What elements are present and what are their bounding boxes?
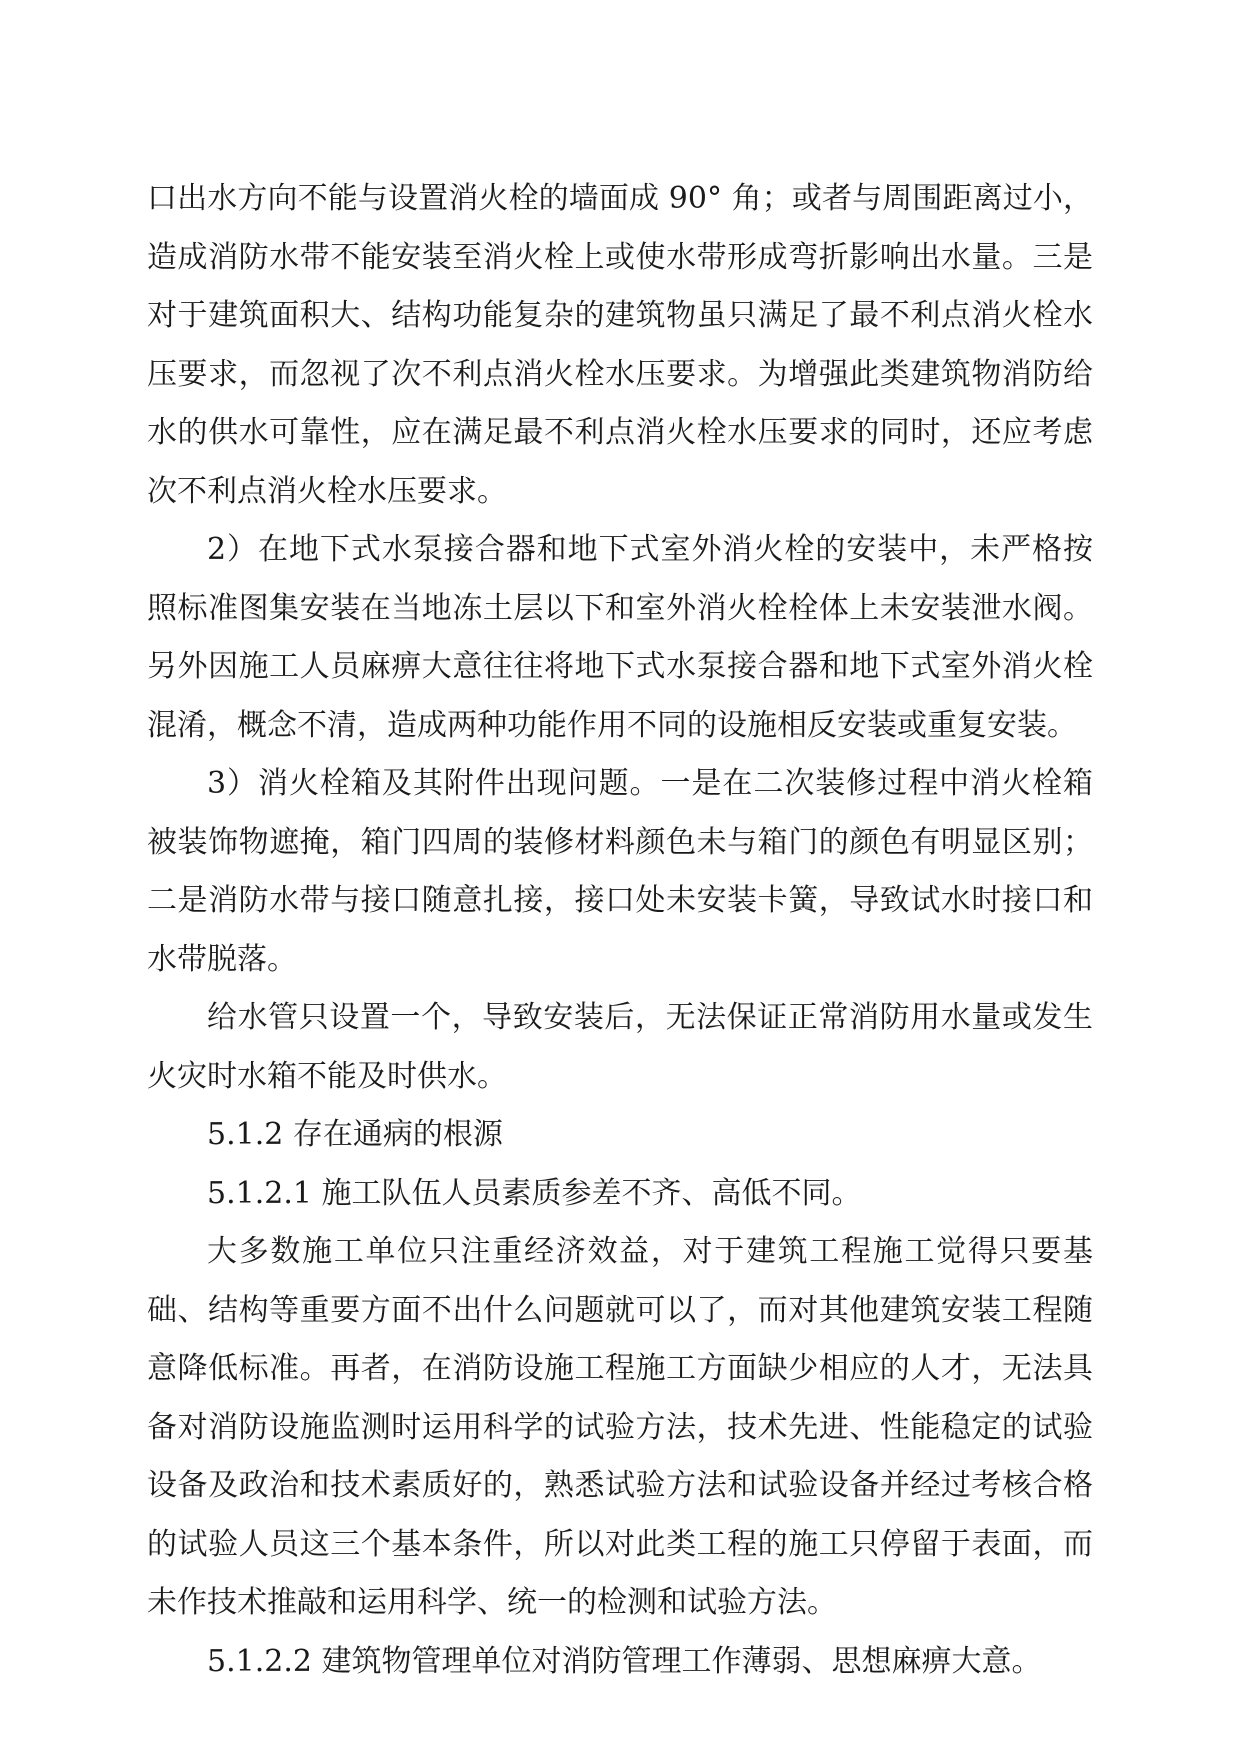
- section-heading-5-1-2-1: 5.1.2.1 施工队伍人员素质参差不齐、高低不同。: [207, 1175, 862, 1211]
- section-heading-5-1-2: 5.1.2 存在通病的根源: [207, 1117, 503, 1152]
- paragraph-continued: 口出水方向不能与设置消火栓的墙面成 90° 角；或者与周围距离过小，造成消防水带不能安装至消火栓上或使水带形成弯折影响出水量。三是对于建筑面积大、结构功能复杂的建筑物虽只满足了最不利点消火栓水压要求，而忽视了次不利点消火栓水压要求。为增强此类建筑物消防给水的供水可靠性，应在满足最不利点消火栓水压要求的同时，还应考虑次不利点消火栓水压要求。: [147, 181, 1093, 509]
- paragraph-item-3: 3）消火栓箱及其附件出现问题。一是在二次装修过程中消火栓箱被装饰物遮掩，箱门四周的装修材料颜色未与箱门的颜色有明显区别；二是消防水带与接口随意扎接，接口处未安装卡簧，导致试水时接口和水带脱落。: [147, 766, 1093, 977]
- paragraph-water-pipe: 给水管只设置一个，导致安装后，无法保证正常消防用水量或发生火灾时水箱不能及时供水。: [147, 1000, 1093, 1094]
- section-heading-5-1-2-2: 5.1.2.2 建筑物管理单位对消防管理工作薄弱、思想麻痹大意。: [207, 1643, 1042, 1679]
- paragraph-construction-units: 大多数施工单位只注重经济效益，对于建筑工程施工觉得只要基础、结构等重要方面不出什么问题就可以了，而对其他建筑安装工程随意降低标准。再者，在消防设施工程施工方面缺少相应的人才，无法具备对消防设施监测时运用科学的试验方法，技术先进、性能稳定的试验设备及政治和技术素质好的，熟悉试验方法和试验设备并经过考核合格的试验人员这三个基本条件，所以对此类工程的施工只停留于表面，而未作技术推敲和运用科学、统一的检测和试验方法。: [147, 1234, 1093, 1620]
- document-page: [147, 170, 1093, 1691]
- paragraph-item-2: 2）在地下式水泵接合器和地下式室外消火栓的安装中，未严格按照标准图集安装在当地冻土层以下和室外消火栓栓体上未安装泄水阀。另外因施工人员麻痹大意往往将地下式水泵接合器和地下式室外消火栓混淆，概念不清，造成两种功能作用不同的设施相反安装或重复安装。: [147, 532, 1093, 743]
